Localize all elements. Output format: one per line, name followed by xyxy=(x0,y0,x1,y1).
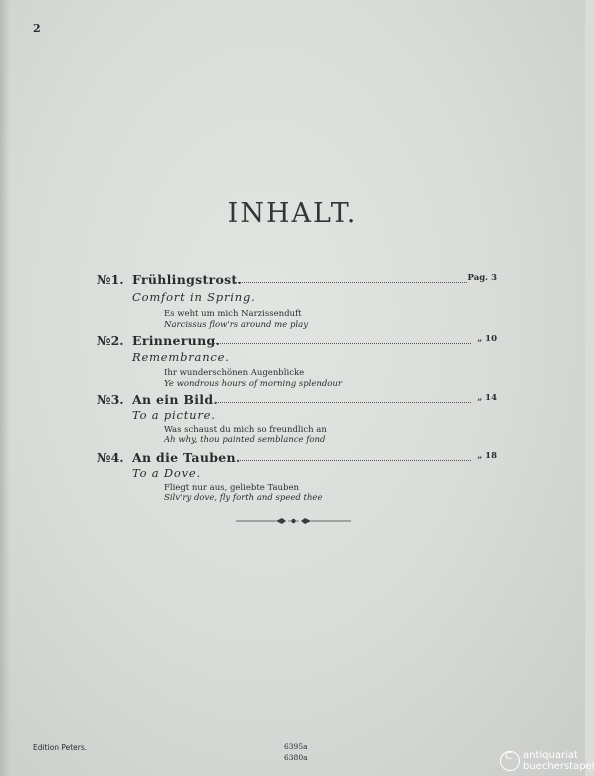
entry-page: „ 14 xyxy=(477,393,497,403)
entry-title: An die Tauben. xyxy=(132,450,241,465)
first-line-german: Es weht um mich Narzissenduft xyxy=(164,309,302,319)
entry-english-title: Comfort in Spring. xyxy=(132,290,256,304)
publisher-imprint: Edition Peters. xyxy=(33,743,88,752)
toc-entry xyxy=(97,450,497,503)
toc-entry xyxy=(97,333,497,389)
leader-dots xyxy=(237,460,471,461)
entry-number: №2. xyxy=(97,333,124,348)
watermark-line: antiquariat xyxy=(523,750,578,761)
first-line-german: Was schaust du mich so freundlich an xyxy=(164,425,327,435)
page-shadow-edge xyxy=(0,0,10,776)
toc-entry xyxy=(97,392,497,445)
first-line-english: Ah why, thou painted semblance fond xyxy=(164,435,326,445)
watermark-line: buecherstapel xyxy=(523,761,594,772)
toc-entry xyxy=(97,272,497,330)
plate-number: 6395a xyxy=(284,742,308,751)
first-line-english: Silv'ry dove, fly forth and speed thee xyxy=(164,493,323,503)
entry-page: Pag. 3 xyxy=(467,273,497,283)
entry-number: №1. xyxy=(97,272,124,287)
watermark-letter: C xyxy=(505,751,512,762)
first-line-german: Ihr wunderschönen Augenblicke xyxy=(164,368,305,378)
entry-number: №3. xyxy=(97,392,124,407)
entry-english-title: To a picture. xyxy=(132,408,216,422)
leader-dots xyxy=(215,402,471,403)
entry-number: №4. xyxy=(97,450,124,465)
page-title: INHALT. xyxy=(227,198,358,229)
leader-dots xyxy=(209,343,471,344)
leader-dots xyxy=(235,282,467,283)
entry-page: „ 18 xyxy=(477,451,497,461)
entry-title: Frühlingstrost. xyxy=(132,272,243,287)
entry-title: An ein Bild. xyxy=(132,392,219,407)
page-number: 2 xyxy=(33,22,41,35)
entry-title: Erinnerung. xyxy=(132,333,221,348)
plate-number: 6380a xyxy=(284,753,308,762)
entry-english-title: To a Dove. xyxy=(132,466,201,480)
ornament-divider xyxy=(236,516,351,526)
first-line-english: Ye wondrous hours of morning splendour xyxy=(164,379,342,389)
plate-numbers xyxy=(284,741,308,763)
entry-english-title: Remembrance. xyxy=(132,350,230,364)
first-line-english: Narcissus flow'rs around me play xyxy=(164,320,308,330)
first-line-german: Fliegt nur aus, geliebte Tauben xyxy=(164,483,299,493)
entry-page: „ 10 xyxy=(477,334,497,344)
watermark-stamp xyxy=(500,748,594,774)
